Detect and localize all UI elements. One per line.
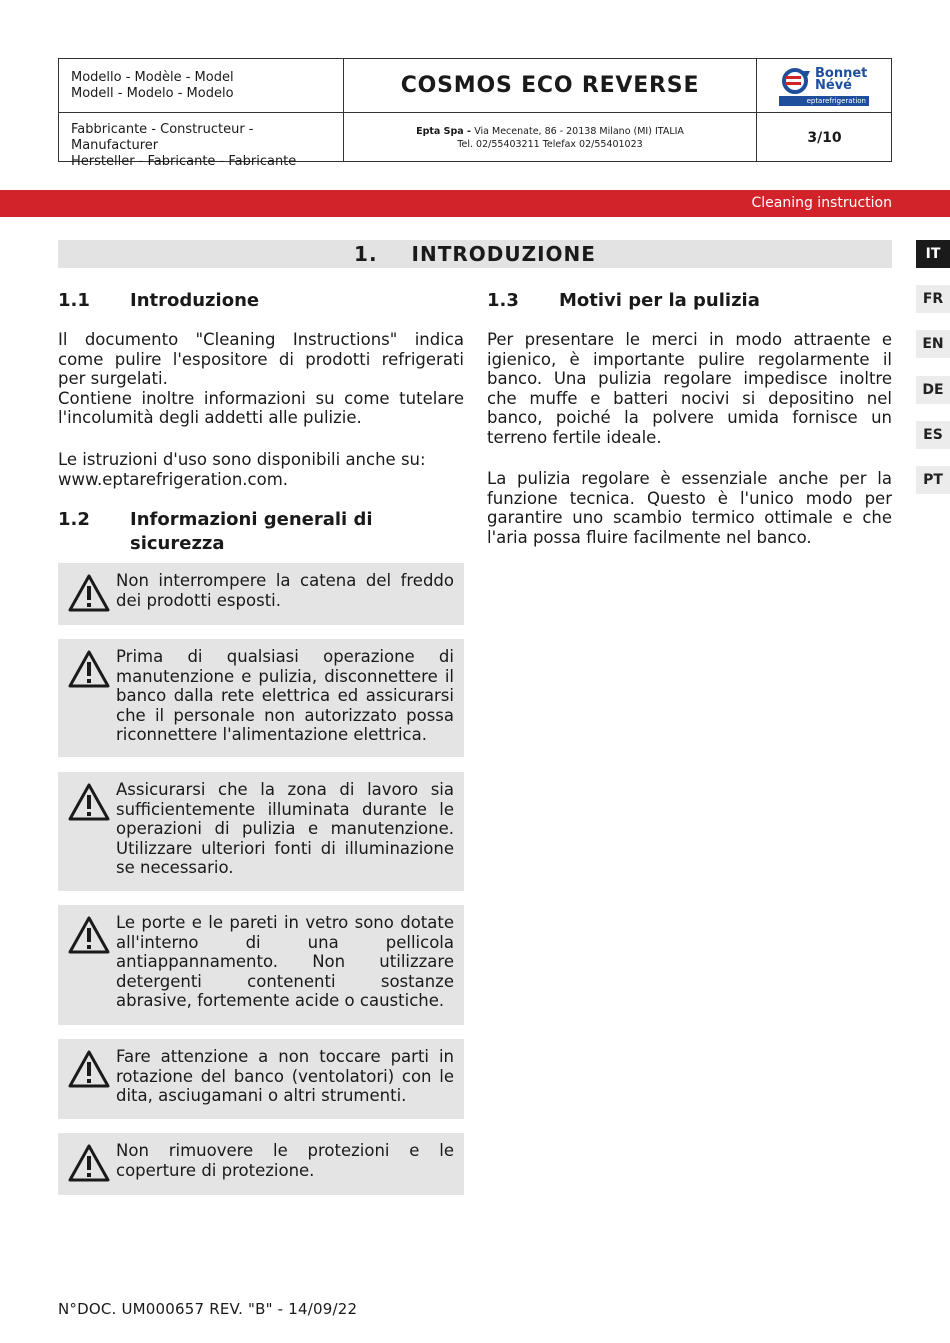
paragraph: La pulizia regolare è essenziale anche per la funzione tecnica. Questo è l'unico modo per garantire uno scambio termico ottimale e che l'aria possa fluire facilmente nel banco.: [487, 469, 892, 547]
warning-triangle-icon: [67, 1049, 111, 1089]
manufacturer-address: [344, 113, 757, 162]
model-label-line1: Modello - Modèle - Model: [71, 70, 234, 85]
section-title: Introduzione: [130, 290, 260, 311]
warning-box: [58, 772, 464, 891]
logo-bar-epta: eptarefrigeration: [779, 96, 869, 106]
section-1-1-link-paragraph: [58, 450, 464, 489]
section-1-2-heading: [58, 508, 464, 556]
section-1-3-body-2: [487, 469, 892, 547]
warning-box: [58, 1039, 464, 1119]
paragraph: Il documento "Cleaning Instructions" indica come pulire l'espositore di prodotti refrigerati per surgelati.: [58, 330, 464, 388]
warning-triangle-icon: [67, 1143, 111, 1183]
paragraph: Per presentare le merci in modo attraente e igienico, è importante pulire regolarmente il banco. Una pulizia regolare impedisce inoltre che muffe e batteri nocivi si depositino nel banco, poiché la polvere umida fornisce un terreno fertile ideale.: [487, 330, 892, 447]
warning-triangle-icon: [67, 649, 111, 689]
address-company: Epta Spa -: [416, 125, 475, 137]
manufacturer-label-line2: Hersteller - Fabricante - Fabricante: [71, 154, 297, 169]
address-line2: Tel. 02/55403211 Telefax 02/55401023: [457, 138, 643, 150]
section-1-1-body: [58, 330, 464, 428]
section-number: 1.3: [487, 290, 519, 311]
lang-tab-pt[interactable]: PT: [916, 466, 950, 494]
section-number: 1.2: [58, 509, 90, 530]
document-number: N°DOC. UM000657 REV. "B" - 14/09/22: [58, 1300, 358, 1318]
address-line1: Via Mecenate, 86 - 20138 Milano (MI) ITALIA: [474, 125, 684, 137]
lang-tab-it[interactable]: IT: [916, 240, 950, 268]
page-number: 3/10: [807, 129, 842, 146]
logo-text-neve: Névé: [815, 78, 852, 93]
warning-box: [58, 639, 464, 757]
section-band: [0, 190, 950, 217]
warning-triangle-icon: [67, 782, 111, 822]
warning-text: Non rimuovere le protezioni e le coperture di protezione.: [116, 1141, 454, 1180]
header-table: [58, 58, 892, 169]
band-label: Cleaning instruction: [751, 195, 892, 211]
warning-text: Le porte e le pareti in vetro sono dotate all'interno di una pellicola antiappannamento. Non utilizzare detergenti contenenti sostanze abrasive, fortemente acide o caustiche.: [116, 913, 454, 1010]
warning-text: Fare attenzione a non toccare parti in rotazione del banco (ventolatori) con le dita, asciugamani o altri strumenti.: [116, 1047, 454, 1105]
section-number: 1.1: [58, 290, 90, 311]
model-label-line2: Modell - Modelo - Modelo: [71, 86, 234, 101]
bonnet-neve-logo: [779, 67, 871, 107]
warning-text: Prima di qualsiasi operazione di manutenzione e pulizia, disconnettere il banco dalla rete elettrica ed assicurarsi che il personale non autorizzato possa riconnettere l'alimentazione elettrica.: [116, 647, 454, 744]
lang-tab-es[interactable]: ES: [916, 421, 950, 449]
lang-tab-de[interactable]: DE: [916, 376, 950, 404]
main-title: [58, 240, 892, 268]
model-label: [59, 59, 344, 113]
manufacturer-label: [59, 113, 344, 169]
logo-swirl-icon: [779, 67, 813, 95]
warning-triangle-icon: [67, 915, 111, 955]
warning-text: Non interrompere la catena del freddo dei prodotti esposti.: [116, 571, 454, 610]
warning-box: [58, 905, 464, 1025]
paragraph: Contiene inoltre informazioni su come tutelare l'incolumità degli addetti alle pulizie.: [58, 388, 464, 427]
lang-tab-fr[interactable]: FR: [916, 285, 950, 313]
manufacturer-label-line1: Fabbricante - Constructeur - Manufacturer: [71, 122, 254, 153]
warning-text: Assicurarsi che la zona di lavoro sia sufficientemente illuminata durante le operazioni di pulizia e manutenzione. Utilizzare ulteriori fonti di illuminazione se necessario.: [116, 780, 454, 877]
main-title-number: 1.: [354, 242, 378, 266]
paragraph: Le istruzioni d'uso sono disponibili anche su: www.eptarefrigeration.com.: [58, 450, 426, 489]
section-title: Motivi per la pulizia: [559, 290, 760, 311]
section-1-1-heading: [58, 289, 464, 313]
logo-text-bonnet: Bonnet: [815, 66, 868, 81]
warning-box: [58, 563, 464, 625]
lang-tab-en[interactable]: EN: [916, 330, 950, 358]
section-title: Informazioni generali di sicurezza: [130, 509, 373, 554]
warning-box: [58, 1133, 464, 1195]
warning-triangle-icon: [67, 573, 111, 613]
section-1-3-body: [487, 330, 892, 447]
section-1-3-heading: [487, 289, 892, 313]
main-title-text: INTRODUZIONE: [411, 242, 596, 266]
model-name: COSMOS ECO REVERSE: [344, 59, 757, 113]
brand-logo: [757, 59, 892, 113]
